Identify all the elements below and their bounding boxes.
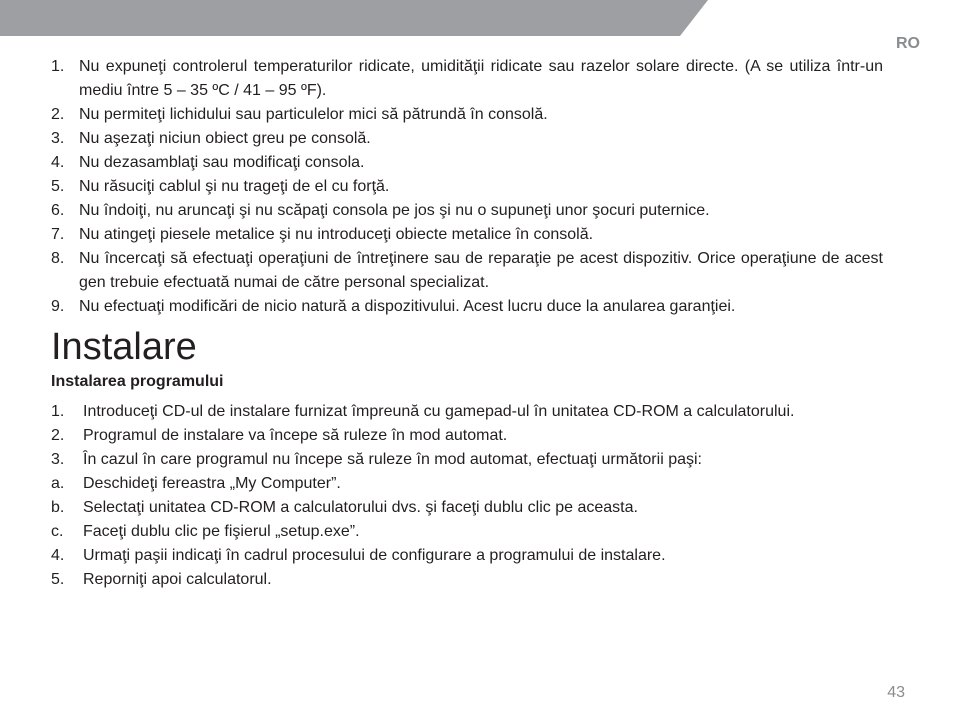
list-item-text: Nu încercaţi să efectuaţi operaţiuni de întreţinere sau de reparaţie pe acest dispozitiv. Orice operaţiune de acest gen trebuie efectuată numai de către personal specializat. [79,250,883,291]
list-item-number: 7. [51,226,65,243]
install-step-item [51,568,883,592]
list-item-number: b. [51,499,65,516]
safety-list-item [51,223,883,247]
install-step-item [51,544,883,568]
install-step-item [51,400,883,424]
list-item-text: Nu îndoiţi, nu aruncaţi şi nu scăpaţi consola pe jos şi nu o supuneţi unor şocuri puternice. [79,202,710,219]
safety-list-item [51,127,883,151]
page-number: 43 [887,684,905,701]
list-item-text: Nu dezasamblaţi sau modificaţi consola. [79,154,365,171]
section-title: Instalare [51,326,197,368]
list-item-text: Deschideţi fereastra „My Computer”. [83,475,341,492]
list-item-number: c. [51,523,64,540]
safety-list-item [51,295,883,319]
list-item-text: Reporniţi apoi calculatorul. [83,571,272,588]
list-item-number: 8. [51,250,65,267]
list-item-number: 2. [51,427,65,444]
list-item-number: 1. [51,58,65,75]
safety-warnings-list [51,55,883,319]
list-item-number: 5. [51,571,65,588]
safety-list-item [51,55,883,103]
list-item-number: 3. [51,130,65,147]
header-band [0,0,954,36]
list-item-text: Nu răsuciţi cablul şi nu trageţi de el cu forţă. [79,178,390,195]
install-step-item [51,472,883,496]
list-item-text: Faceţi dublu clic pe fişierul „setup.exe”. [83,523,360,540]
list-item-text: Nu expuneţi controlerul temperaturilor ridicate, umidităţii ridicate sau razelor solare directe. (A se utiliza într-un mediu între 5 – 35 ºC / 41 – 95 ºF). [79,58,883,99]
list-item-text: În cazul în care programul nu începe să ruleze în mod automat, efectuaţi următorii paşi: [83,451,702,468]
list-item-number: 6. [51,202,65,219]
installation-steps-list [51,400,883,592]
install-step-item [51,448,883,472]
safety-list-item [51,199,883,223]
list-item-text: Programul de instalare va începe să ruleze în mod automat. [83,427,508,444]
safety-list-item [51,175,883,199]
list-item-text: Nu atingeţi piesele metalice şi nu introduceţi obiecte metalice în consolă. [79,226,594,243]
list-item-text: Nu aşezaţi niciun obiect greu pe consolă. [79,130,371,147]
list-item-number: 5. [51,178,65,195]
language-tag: RO [896,35,920,52]
list-item-number: 2. [51,106,65,123]
list-item-number: a. [51,475,65,492]
install-step-item [51,424,883,448]
subsection-title: Instalarea programului [51,373,224,390]
list-item-text: Nu permiteţi lichidului sau particulelor mici să pătrundă în consolă. [79,106,548,123]
safety-list-item [51,247,883,295]
list-item-number: 4. [51,154,65,171]
list-item-number: 1. [51,403,65,420]
safety-list-item [51,103,883,127]
list-item-number: 4. [51,547,65,564]
install-step-item [51,496,883,520]
list-item-number: 3. [51,451,65,468]
list-item-number: 9. [51,298,65,315]
page-content [51,55,883,592]
list-item-text: Introduceţi CD-ul de instalare furnizat împreună cu gamepad-ul în unitatea CD-ROM a calculatorului. [83,403,795,420]
install-step-item [51,520,883,544]
list-item-text: Nu efectuaţi modificări de nicio natură a dispozitivului. Acest lucru duce la anularea garanţiei. [79,298,736,315]
list-item-text: Urmaţi paşii indicaţi în cadrul procesului de configurare a programului de instalare. [83,547,666,564]
safety-list-item [51,151,883,175]
list-item-text: Selectaţi unitatea CD-ROM a calculatorului dvs. şi faceţi dublu clic pe aceasta. [83,499,638,516]
